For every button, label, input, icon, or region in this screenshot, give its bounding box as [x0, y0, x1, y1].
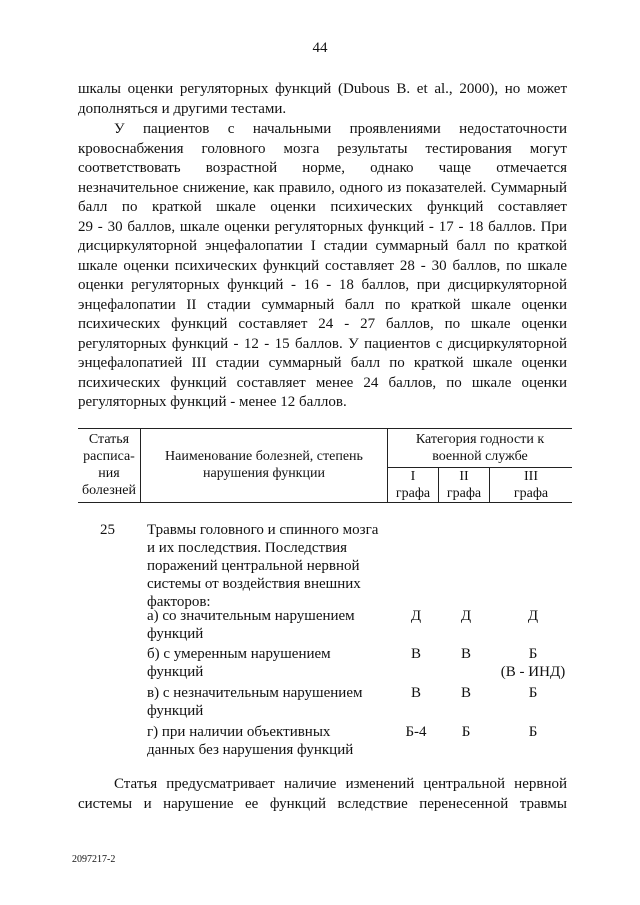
- page-number: 44: [312, 40, 328, 56]
- header-text: болезней: [81, 483, 137, 498]
- header-text: военной службе: [432, 449, 528, 464]
- text-line: дополняться и другими тестами.: [78, 100, 287, 117]
- text-line: соответствовать возрастной норме, однако чаще отмечается: [78, 160, 567, 176]
- table-cell-col3: [493, 684, 573, 702]
- header-col-3: [490, 468, 573, 503]
- main-paragraph: [78, 120, 567, 413]
- text-line: дисциркуляторной энцефалопатии I стадии суммарный балл по краткой: [78, 238, 567, 254]
- text-line: системы и нарушение ее функций вследствие перенесенной травмы: [78, 795, 567, 812]
- footer-code: 2097217-2: [72, 854, 116, 865]
- text-line: Травмы головного и спинного мозга: [147, 522, 379, 538]
- text-line: функций: [147, 626, 204, 642]
- text-line: регуляторных функций - менее 12 баллов.: [78, 394, 347, 410]
- table-row-label: [147, 607, 355, 643]
- header-text: III: [524, 469, 538, 484]
- table-cell-col1: Д: [410, 608, 422, 624]
- text-line: Д: [527, 608, 539, 624]
- header-name-cell: [141, 429, 388, 503]
- header-article-cell: [78, 429, 141, 503]
- text-line: 29 - 30 баллов, шкале оценки регуляторных функций - 17 - 18 баллов. При: [78, 218, 567, 235]
- text-line: У пациентов с начальными проявлениями недостаточности: [114, 121, 567, 137]
- header-text: графа: [446, 486, 482, 501]
- header-text: нарушения функции: [203, 466, 325, 481]
- header-text: расписа-: [83, 449, 135, 464]
- text-line: в) с незначительным нарушением: [147, 685, 363, 701]
- header-text: графа: [513, 486, 549, 501]
- header-text: Наименование болезней, степень: [165, 449, 363, 464]
- header-text: I: [410, 469, 416, 484]
- table-cell-col1: В: [410, 685, 421, 701]
- text-line: а) со значительным нарушением: [147, 608, 355, 624]
- text-line: (В - ИНД): [500, 664, 566, 680]
- text-line: и их последствия. Последствия: [147, 540, 348, 556]
- header-col-2: [439, 468, 490, 503]
- intro-paragraph: [78, 80, 567, 119]
- article-title: [147, 521, 378, 611]
- header-text: графа: [395, 486, 431, 501]
- text-line: психических функций составляет 24 - 27 баллов, по шкале оценки: [78, 316, 567, 332]
- text-line: незначительное снижение, как правило, одного из показателей. Суммарный: [78, 179, 567, 196]
- table-cell-col3: [493, 607, 573, 625]
- text-line: энцефалопатии II стадии суммарный балл по краткой шкале оценки: [78, 296, 567, 313]
- header-category-cell: [388, 429, 573, 468]
- text-line: балл по краткой шкале оценки психических функций составляет: [78, 199, 567, 215]
- text-line: функций: [147, 703, 204, 719]
- table-cell-col3: [493, 723, 573, 741]
- text-line: функций: [147, 664, 204, 680]
- table-cell-col2: В: [460, 646, 471, 662]
- text-line: б) с умеренным нарушением: [147, 646, 331, 662]
- text-line: Б: [528, 685, 538, 701]
- text-line: регуляторных функций - 12 - 15 баллов. У пациентов с дисциркуляторной: [78, 335, 567, 352]
- table-cell-col2: Б: [461, 724, 471, 740]
- table-row-label: [147, 723, 353, 759]
- text-line: энцефалопатией III стадии суммарный балл по краткой шкале оценки: [78, 355, 567, 371]
- text-line: кровоснабжения головного мозга результаты тестирования могут: [78, 140, 567, 157]
- text-line: поражений центральной нервной: [147, 558, 360, 574]
- header-text: II: [459, 469, 469, 484]
- header-text: Статья: [88, 432, 130, 447]
- table-cell-col2: В: [460, 685, 471, 701]
- header-col-1: [388, 468, 439, 503]
- closing-paragraph: [78, 775, 567, 814]
- text-line: психических функций составляет менее 24 баллов, по шкале оценки: [78, 374, 567, 391]
- table-cell-col1: В: [410, 646, 421, 662]
- text-line: Б: [528, 724, 538, 740]
- table-cell-col2: Д: [460, 608, 472, 624]
- text-line: шкале оценки психических функций составляет 28 - 30 баллов, по шкале: [78, 257, 567, 274]
- table-cell-col3: [493, 645, 573, 681]
- text-line: системы от воздействия внешних: [147, 576, 361, 592]
- header-text: Категория годности к: [415, 432, 545, 447]
- header-text: ния: [98, 466, 120, 481]
- text-line: шкалы оценки регуляторных функций (Dubous B. et al., 2000), но может: [78, 81, 567, 97]
- text-line: оценки регуляторных функций - 16 - 18 баллов, при дисциркуляторной: [78, 277, 567, 293]
- text-line: факторов:: [147, 594, 211, 610]
- table-row-label: [147, 684, 362, 720]
- table-cell-col1: Б-4: [405, 724, 427, 740]
- text-line: Б: [528, 646, 538, 662]
- text-line: данных без нарушения функций: [147, 742, 354, 758]
- text-line: г) при наличии объективных: [147, 724, 331, 740]
- article-number: 25: [100, 522, 115, 538]
- table-header: [78, 428, 572, 503]
- table-row-label: [147, 645, 331, 681]
- text-line: Статья предусматривает наличие изменений центральной нервной: [114, 776, 567, 792]
